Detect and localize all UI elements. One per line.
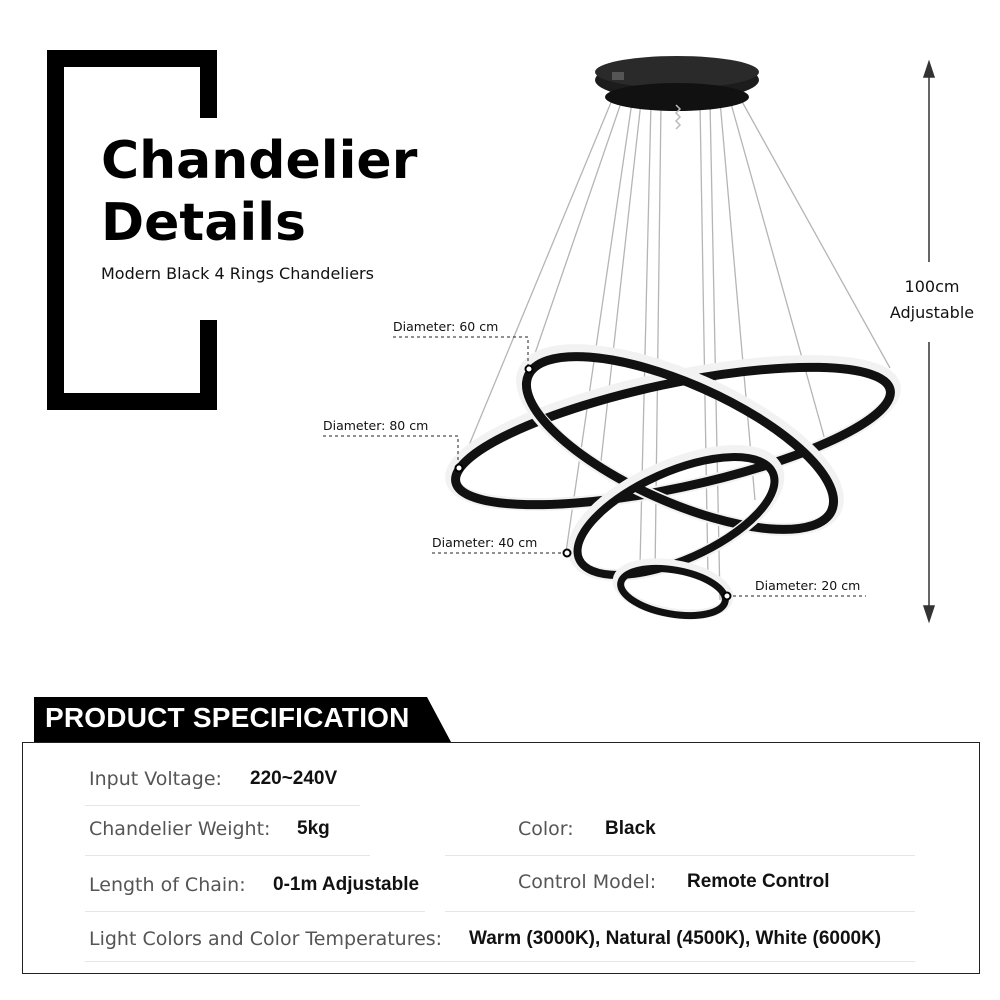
diameter-20-label: Diameter: 20 cm (755, 578, 861, 593)
diameter-80-label: Diameter: 80 cm (323, 418, 429, 433)
spec-light-value: Warm (3000K), Natural (4500K), White (6000K) (469, 928, 882, 949)
ring-20cm (614, 556, 733, 623)
spec-divider (85, 911, 425, 912)
spec-chain-label: Length of Chain: (89, 874, 246, 896)
ring-60cm (499, 314, 860, 566)
spec-divider (85, 961, 915, 962)
spec-heading: PRODUCT SPECIFICATION (45, 702, 410, 733)
spec-weight-value: 5kg (297, 818, 330, 839)
spec-divider (85, 805, 360, 806)
spec-chain-value: 0-1m Adjustable (273, 874, 420, 895)
height-arrow (924, 62, 934, 621)
diameter-60-label: Diameter: 60 cm (393, 319, 499, 334)
spec-light-label: Light Colors and Color Temperatures: (89, 928, 443, 950)
height-value: 100cm (904, 277, 960, 296)
diameter-40-label: Diameter: 40 cm (432, 535, 538, 550)
spec-divider (445, 855, 915, 856)
spec-weight-label: Chandelier Weight: (89, 818, 271, 840)
spec-color-value: Black (605, 818, 656, 839)
spec-color-label: Color: (518, 818, 574, 840)
spec-divider (445, 911, 915, 912)
spec-input-voltage-label: Input Voltage: (89, 768, 222, 790)
height-note: Adjustable (889, 303, 975, 322)
spec-divider (85, 855, 370, 856)
spec-control-label: Control Model: (518, 871, 657, 893)
page-subtitle: Modern Black 4 Rings Chandeliers (101, 264, 374, 283)
spec-control-value: Remote Control (687, 871, 830, 892)
ring-40cm (556, 425, 795, 600)
spec-input-voltage-value: 220~240V (250, 768, 338, 789)
title-line-1: Chandelier (101, 131, 418, 191)
title-line-2: Details (101, 193, 306, 253)
